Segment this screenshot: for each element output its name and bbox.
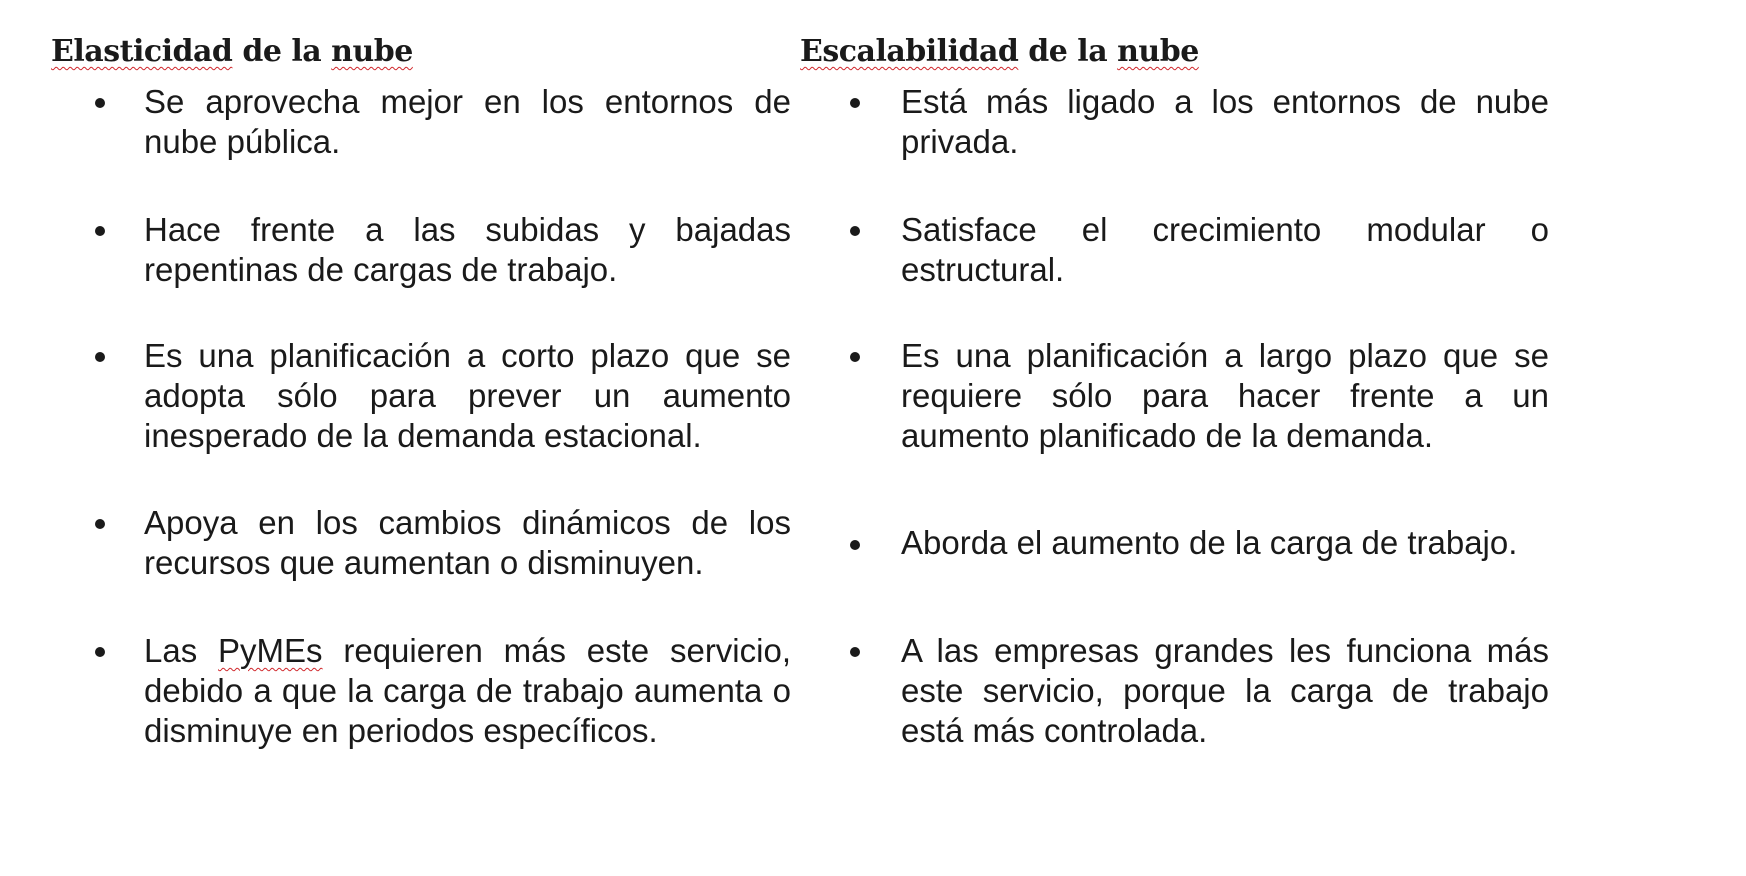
bullet-icon bbox=[95, 519, 105, 529]
list-item-word: PyMEs bbox=[218, 632, 323, 669]
bullet-icon bbox=[95, 352, 105, 362]
list-item-text bbox=[144, 631, 791, 751]
heading-word: de la bbox=[1018, 34, 1118, 69]
list-item-text: A las empresas grandes les funciona más este servicio, porque la carga de trabajo está más controlada. bbox=[901, 632, 1549, 749]
list-item-word: requieren más este servicio, debido a que la carga de trabajo aumenta o disminuye en periodos específicos. bbox=[144, 632, 791, 749]
bullet-icon bbox=[95, 98, 105, 108]
elasticity-heading bbox=[51, 34, 413, 69]
bullet-icon bbox=[850, 352, 860, 362]
list-item-text: Es una planificación a largo plazo que se requiere sólo para hacer frente a un aumento planificado de la demanda. bbox=[901, 337, 1549, 454]
bullet-icon bbox=[850, 98, 860, 108]
bullet-icon bbox=[95, 647, 105, 657]
list-item-text: Satisface el crecimiento modular o estructural. bbox=[901, 211, 1549, 288]
list-item-text: Se aprovecha mejor en los entornos de nube pública. bbox=[144, 83, 791, 160]
list-item-text: Aborda el aumento de la carga de trabajo. bbox=[901, 524, 1518, 561]
heading-word: nube bbox=[331, 34, 413, 69]
heading-word: Escalabilidad bbox=[800, 34, 1019, 69]
list-item-text: Hace frente a las subidas y bajadas repentinas de cargas de trabajo. bbox=[144, 211, 791, 288]
bullet-icon bbox=[850, 647, 860, 657]
list-item-text: Está más ligado a los entornos de nube privada. bbox=[901, 83, 1549, 160]
list-item-text: Es una planificación a corto plazo que se adopta sólo para prever un aumento inesperado de la demanda estacional. bbox=[144, 337, 791, 454]
bullet-icon bbox=[850, 226, 860, 236]
list-item-word: Las bbox=[144, 632, 219, 669]
scalability-heading bbox=[800, 34, 1199, 69]
bullet-icon bbox=[850, 540, 860, 550]
bullet-icon bbox=[95, 226, 105, 236]
list-item-text: Apoya en los cambios dinámicos de los recursos que aumentan o disminuyen. bbox=[144, 504, 791, 581]
heading-word: nube bbox=[1117, 34, 1199, 69]
heading-word: Elasticidad bbox=[51, 34, 233, 69]
heading-word: de la bbox=[232, 34, 332, 69]
